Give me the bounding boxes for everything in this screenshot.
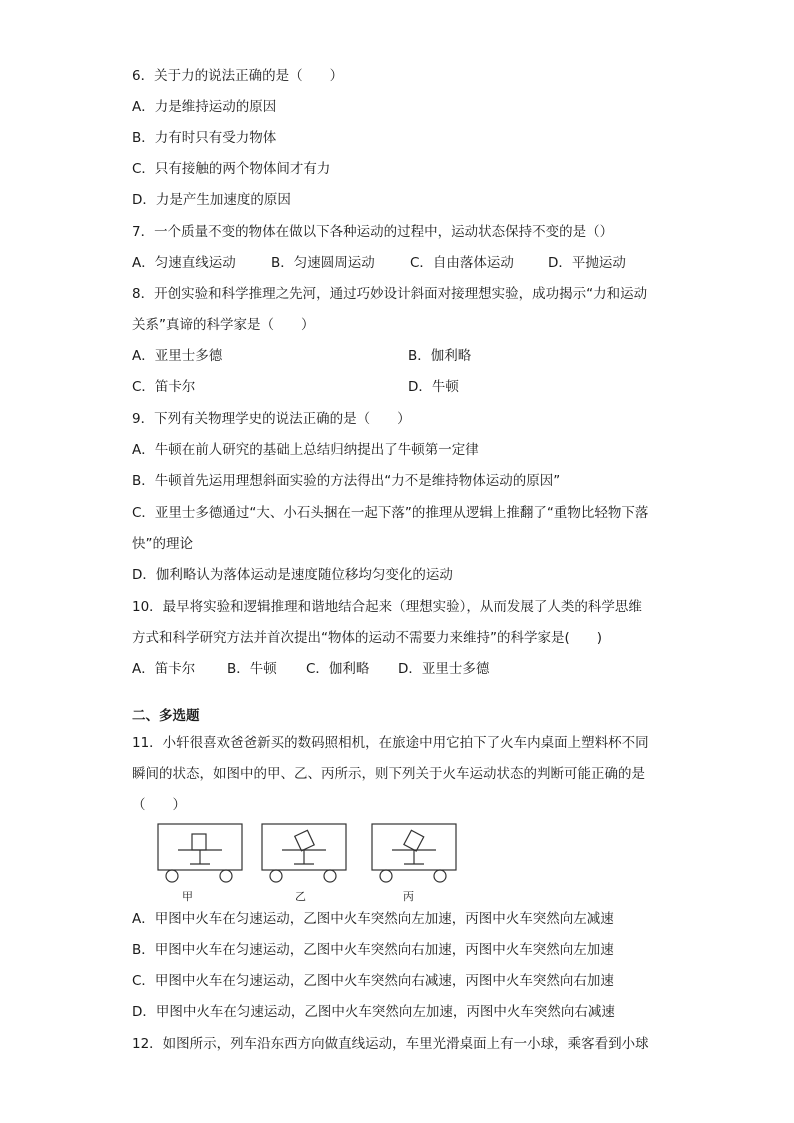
q11-stem-line2: 瞬间的状态，如图中的甲、乙、丙所示，则下列关于火车运动状态的判断可能正确的是 bbox=[132, 766, 645, 782]
q7-stem: 7．一个质量不变的物体在做以下各种运动的过程中，运动状态保持不变的是（） bbox=[132, 224, 614, 240]
q7-option-a: A．匀速直线运动 bbox=[132, 255, 236, 271]
section-heading-multiple-choice: 二、多选题 bbox=[132, 708, 200, 724]
q6-option-d: D．力是产生加速度的原因 bbox=[132, 192, 291, 208]
q8-stem-line2: 关系”真谛的科学家是（ ） bbox=[132, 317, 315, 333]
q7-option-d: D．平抛运动 bbox=[548, 255, 626, 271]
q11-stem-line1: 11．小轩很喜欢爸爸新买的数码照相机，在旅途中用它拍下了火车内桌面上塑料杯不同 bbox=[132, 735, 649, 751]
train-car-bing bbox=[372, 824, 456, 882]
q9-option-c-line2: 快”的理论 bbox=[132, 536, 193, 552]
q8-option-d: D．牛顿 bbox=[408, 379, 459, 395]
q6-option-a: A．力是维持运动的原因 bbox=[132, 99, 277, 115]
q8-option-b: B．伽利略 bbox=[408, 348, 472, 364]
q10-option-a: A．笛卡尔 bbox=[132, 661, 196, 677]
caption-yi: 乙 bbox=[295, 890, 306, 903]
q8-option-c: C．笛卡尔 bbox=[132, 379, 196, 395]
q9-option-c-line1: C．亚里士多德通过“大、小石头捆在一起下落”的推理从逻辑上推翻了“重物比轻物下落 bbox=[132, 505, 649, 521]
q10-option-d: D．亚里士多德 bbox=[398, 661, 490, 677]
q11-stem-line3: （ ） bbox=[132, 797, 186, 813]
q12-stem-line1: 12．如图所示，列车沿东西方向做直线运动，车里光滑桌面上有一小球，乘客看到小球 bbox=[132, 1036, 649, 1052]
caption-bing: 丙 bbox=[403, 890, 414, 903]
q6-option-c: C．只有接触的两个物体间才有力 bbox=[132, 161, 331, 177]
q11-option-a: A．甲图中火车在匀速运动，乙图中火车突然向左加速，丙图中火车突然向左减速 bbox=[132, 911, 614, 927]
q10-option-b: B．牛顿 bbox=[227, 661, 277, 677]
q9-stem: 9．下列有关物理学史的说法正确的是（ ） bbox=[132, 411, 411, 427]
q10-stem-line1: 10．最早将实验和逻辑推理和谐地结合起来（理想实验），从而发展了人类的科学思维 bbox=[132, 599, 642, 615]
q11-option-c: C．甲图中火车在匀速运动，乙图中火车突然向右减速，丙图中火车突然向右加速 bbox=[132, 973, 614, 989]
q6-option-b: B．力有时只有受力物体 bbox=[132, 130, 277, 146]
q11-option-b: B．甲图中火车在匀速运动，乙图中火车突然向右加速，丙图中火车突然向左加速 bbox=[132, 942, 614, 958]
caption-jia: 甲 bbox=[182, 890, 193, 903]
q7-option-c: C．自由落体运动 bbox=[410, 255, 514, 271]
train-car-yi bbox=[262, 824, 346, 882]
q10-stem-line2: 方式和科学研究方法并首次提出“物体的运动不需要力来维持”的科学家是( ) bbox=[132, 630, 603, 646]
q6-stem: 6．关于力的说法正确的是（ ） bbox=[132, 68, 344, 84]
q7-option-b: B．匀速圆周运动 bbox=[271, 255, 375, 271]
q9-option-a: A．牛顿在前人研究的基础上总结归纳提出了牛顿第一定律 bbox=[132, 442, 479, 458]
q9-option-d: D．伽利略认为落体运动是速度随位移均匀变化的运动 bbox=[132, 567, 453, 583]
q9-option-b: B．牛顿首先运用理想斜面实验的方法得出“力不是维持物体运动的原因” bbox=[132, 473, 561, 489]
q11-train-diagram bbox=[150, 818, 470, 908]
q11-train-figure bbox=[150, 818, 470, 908]
q8-stem-line1: 8．开创实验和科学推理之先河，通过巧妙设计斜面对接理想实验，成功揭示“力和运动 bbox=[132, 286, 648, 302]
q10-option-c: C．伽利略 bbox=[306, 661, 370, 677]
train-car-jia bbox=[158, 824, 242, 882]
q8-option-a: A．亚里士多德 bbox=[132, 348, 223, 364]
q11-option-d: D．甲图中火车在匀速运动，乙图中火车突然向左加速，丙图中火车突然向右减速 bbox=[132, 1004, 615, 1020]
